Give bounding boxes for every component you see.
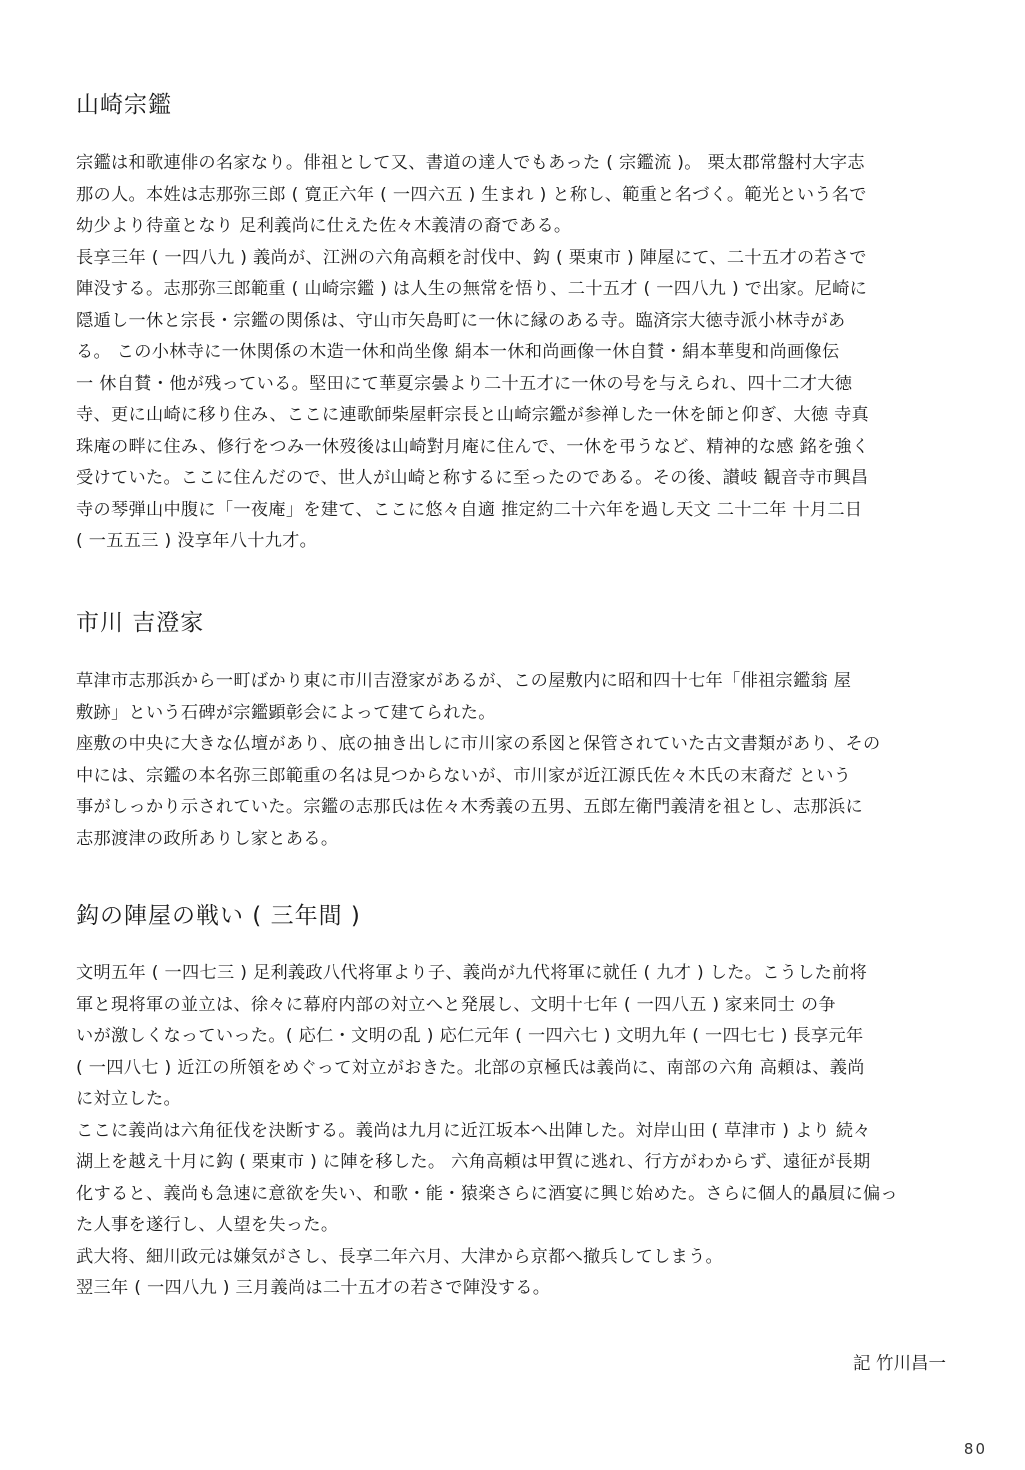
text-line: 文明五年 ( 一四七三 ) 足利義政八代将軍より子、義尚が九代将軍に就任 ( 九才 ) した。こうした前将: [76, 963, 868, 983]
text-line: 受けていた。ここに住んだので、世人が山崎と称するに至ったのである。その後、讃岐 観音寺市興昌: [76, 468, 869, 488]
text-line: 翌三年 ( 一四八九 ) 三月義尚は二十五才の若さで陣没する。: [76, 1278, 551, 1298]
text-line: に対立した。: [76, 1089, 181, 1109]
text-line: ( 一四八七 ) 近江の所領をめぐって対立がおきた。北部の京極氏は義尚に、南部の六角 高頼は、義尚: [76, 1057, 865, 1078]
section-body-yamazaki-sokan: [76, 148, 956, 558]
text-line: 那の人。本姓は志那弥三郎 ( 寛正六年 ( 一四六五 ) 生まれ ) と称し、範重と名づく。範光という名で: [76, 184, 867, 205]
text-line: 宗鑑は和歌連俳の名家なり。俳祖として又、書道の達人でもあった ( 宗鑑流 )。 栗太郡常盤村大字志: [76, 153, 865, 173]
text-line: 武大将、細川政元は嫌気がさし、長享二年六月、大津から京都へ撤兵してしまう。: [76, 1246, 724, 1267]
text-line: た人事を遂行し、人望を失った。: [76, 1215, 339, 1235]
text-line: 座敷の中央に大きな仏壇があり、底の抽き出しに市川家の系図と保管されていた古文書類があり、その: [76, 734, 881, 754]
text-line: 化すると、義尚も急速に意欲を失い、和歌・能・猿楽さらに酒宴に興じ始めた。さらに個人的贔屓に偏っ: [76, 1183, 898, 1204]
text-line: 寺の琴弾山中腹に「一夜庵」を建て、ここに悠々自適 推定約二十六年を過し天文 二十二年 十月二日: [76, 499, 863, 520]
text-line: ( 一五五三 ) 没享年八十九才。: [76, 531, 318, 551]
text-line: 志那渡津の政所ありし家とある。: [76, 828, 339, 849]
section-title-ichikawa-house: 市川 吉澄家: [76, 610, 205, 636]
section-body-magari-battle: [76, 958, 956, 1305]
page-number: 80: [963, 1440, 987, 1458]
text-line: 長享三年 ( 一四八九 ) 義尚が、江洲の六角高頼を討伐中、鈎 ( 栗東市 ) 陣屋にて、二十五才の若さで: [76, 247, 867, 268]
section-title-magari-battle: 鈎の陣屋の戦い ( 三年間 ): [76, 903, 361, 929]
text-line: 敷跡」という石碑が宗鑑顕彰会によって建てられた。: [76, 702, 496, 723]
text-line: 幼少より待童となり 足利義尚に仕えた佐々木義清の裔である。: [76, 216, 572, 236]
author-signature: 記 竹川昌一: [852, 1354, 946, 1374]
section-body-ichikawa-house: [76, 666, 956, 855]
section-title-yamazaki-sokan: 山崎宗鑑: [76, 92, 172, 118]
text-line: 事がしっかり示されていた。宗鑑の志那氏は佐々木秀義の五男、五郎左衛門義清を祖とし、志那浜に: [76, 797, 863, 817]
text-line: 隠遁し一休と宗長・宗鑑の関係は、守山市矢島町に一休に縁のある寺。臨済宗大徳寺派小林寺があ: [76, 310, 846, 331]
text-line: ここに義尚は六角征伐を決断する。義尚は九月に近江坂本へ出陣した。対岸山田 ( 草津市 ) より 続々: [76, 1120, 871, 1141]
text-line: 陣没する。志那弥三郎範重 ( 山崎宗鑑 ) は人生の無常を悟り、二十五才 ( 一四八九 ) で出家。尼崎に: [76, 279, 868, 299]
text-line: 湖上を越え十月に鈎 ( 栗東市 ) に陣を移した。 六角高頼は甲賀に逃れ、行方がわからず、遠征が長期: [76, 1152, 871, 1172]
text-line: 中には、宗鑑の本名弥三郎範重の名は見つからないが、市川家が近江源氏佐々木氏の末裔だ という: [76, 765, 852, 786]
text-line: 軍と現将軍の並立は、徐々に幕府内部の対立へと発展し、文明十七年 ( 一四八五 ) 家来同士 の争: [76, 994, 836, 1015]
text-line: 草津市志那浜から一町ばかり東に市川吉澄家があるが、この屋敷内に昭和四十七年「俳祖宗鑑翁 屋: [76, 671, 852, 691]
text-line: 一 休自賛・他が残っている。堅田にて華夏宗曇より二十五才に一休の号を与えられ、四十二才大徳: [76, 373, 853, 394]
text-line: 珠庵の畔に住み、修行をつみ一休歿後は山崎對月庵に住んで、一休を弔うなど、精神的な感 銘を強く: [76, 436, 870, 457]
text-line: 寺、更に山崎に移り住み、ここに連歌師柴屋軒宗長と山崎宗鑑が参禅した一休を師と仰ぎ、大徳 寺真: [76, 405, 870, 425]
text-line: る。 この小林寺に一休関係の木造一休和尚坐像 絹本一休和尚画像一休自賛・絹本華叟和尚画像伝: [76, 342, 840, 362]
text-line: いが激しくなっていった。( 応仁・文明の乱 ) 応仁元年 ( 一四六七 ) 文明九年 ( 一四七七 ) 長享元年: [76, 1026, 864, 1046]
